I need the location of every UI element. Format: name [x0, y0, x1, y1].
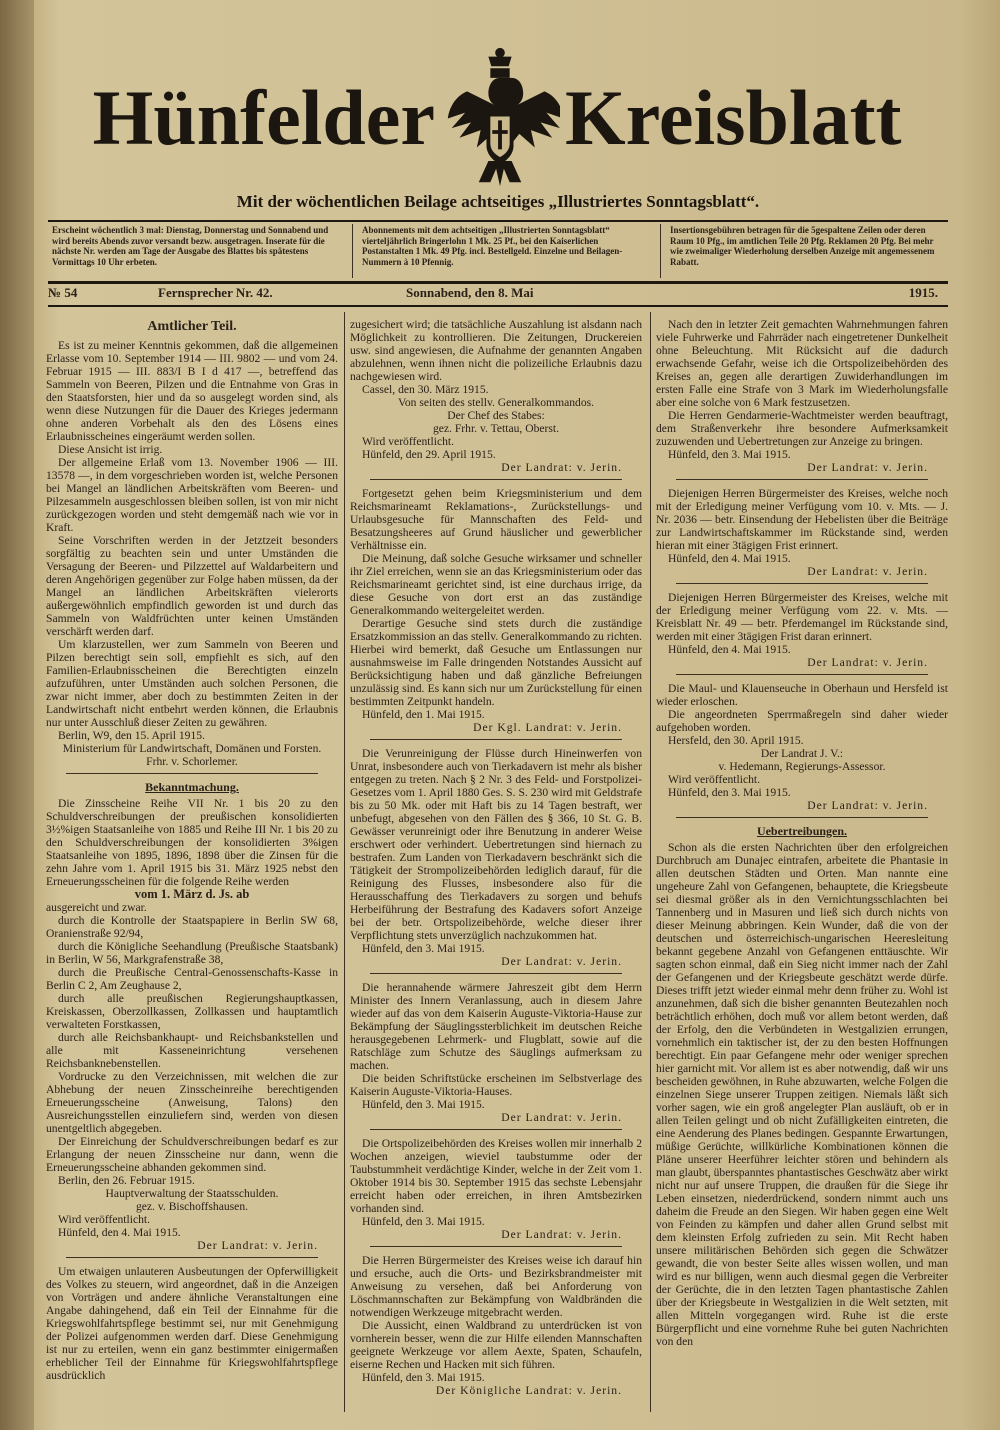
paragraph: durch die Kontrolle der Staatspapiere in Berlin SW 68, Oranienstraße 92/94, [46, 914, 338, 940]
column-2 [350, 318, 642, 1397]
divider [660, 224, 661, 278]
signature-line: Der Landrat: v. Jerin. [807, 799, 928, 812]
paragraph: Diejenigen Herren Bürgermeister des Kreises, welche noch mit der Erledigung meiner Verfügung vom 10. v. Mts. — J. Nr. 2036 — betr. Einsendung der Hebelisten über die Beiträge zur Landwirtschaftskammer im Rückstande sind, werden hieran mit einer 3tägigen Frist erinnert. [656, 487, 948, 552]
centered-line: Frhr. v. Schorlemer. [146, 755, 238, 768]
paragraph: Wird veröffentlicht. [668, 773, 761, 786]
signature-line: Der Landrat: v. Jerin. [501, 461, 622, 474]
signature-line: Der Kgl. Landrat: v. Jerin. [473, 721, 622, 734]
divider [48, 220, 948, 222]
section-heading: Bekanntmachung. [145, 780, 239, 794]
divider [66, 1257, 318, 1258]
section-heading: Amtlicher Teil. [147, 319, 237, 334]
paragraph: Nach den in letzter Zeit gemachten Wahrnehmungen fahren viele Fuhrwerke und Fahrräder nach eingetretener Dunkelheit ohne Beleuchtung. Mit Rücksicht auf die dadurch erwachsende Gefahr, weise ich die Ortspolizeibehörden des Kreises an, gegen alle derartigen Zuwiderhandlungen im ersten Falle eine Strafe von 3 Mark im Wiederholungsfalle aber eine solche von 6 Mark festzusetzen. [656, 318, 948, 409]
divider [370, 1246, 622, 1247]
paragraph: Die Herren Bürgermeister des Kreises weise ich darauf hin und ersuche, auch die Orts- und Bezirksbrandmeister mit Anweisung zu versehen, daß bei Anforderung von Löschmannschaften zur Bekämpfung von Waldbränden die notwendigen Werkzeuge mitgebracht werden. [350, 1254, 642, 1319]
paragraph: Hersfeld, den 30. April 1915. [668, 734, 804, 747]
centered-line: Von seiten des stellv. Generalkommandos. [397, 396, 595, 409]
divider [370, 1129, 622, 1130]
paragraph: durch die Preußische Central-Genossenschafts-Kasse in Berlin C 2, Am Zeughause 2, [46, 966, 338, 992]
signature-line: Der Landrat: v. Jerin. [501, 1228, 622, 1241]
paragraph: Die beiden Schriftstücke erscheinen im Selbstverlage des Kaiserin Auguste-Viktoria-Hauses. [350, 1072, 642, 1098]
paragraph: Hünfeld, den 3. Mai 1915. [362, 1098, 485, 1111]
paragraph: Die Zinsscheine Reihe VII Nr. 1 bis 20 zu den Schuldverschreibungen der preußischen konsolidierten 3½%igen Staatsanleihe von 1885 und Reihe III Nr. 1 bis 20 zu den Schuldverschreibungen der konsolidierten 3%igen Staatsanleihe von 1895, 1896, 1898 über die Zinsen für die zehn Jahre vom 1. April 1915 bis 31. März 1925 nebst den Erneuerungsscheinen für die folgende Reihe werden [46, 797, 338, 888]
paragraph: Berlin, W9, den 15. April 1915. [58, 729, 205, 742]
paragraph: Die Aussicht, einen Waldbrand zu unterdrücken ist von vornherein besser, wenn die zur Hilfe eilenden Mannschaften geeignete Werkzeuge vor allem Aexte, Spaten, Schaufeln, eiserne Rechen und Hacken mit sich führen. [350, 1319, 642, 1371]
centered-line: Ministerium für Landwirtschaft, Domänen und Forsten. [62, 742, 322, 755]
column-1 [46, 318, 338, 1382]
divider [676, 479, 928, 480]
centered-line: vom 1. März d. Js. ab [134, 887, 250, 901]
subscription-price-info: Abonnements mit dem achtseitigen „Illustrierten Sonntagsblatt“ vierteljährlich Bringerlohn 1 Mk. 25 Pf., bei den Kaiserlichen Postanstalten 1 Mk. 49 Pfg. incl. Bestellgeld. Einzelne und Beilagen-Nummern à 10 Pfennig. [362, 225, 623, 267]
paragraph: Die angeordneten Sperrmaßregeln sind daher wieder aufgehoben worden. [656, 708, 948, 734]
signature-line: Der Landrat: v. Jerin. [501, 955, 622, 968]
paragraph: Hünfeld, den 4. Mai 1915. [58, 1226, 181, 1239]
paragraph: Cassel, den 30. März 1915. [362, 383, 489, 396]
paragraph: Schon als die ersten Nachrichten über den erfolgreichen Durchbruch am Dunajec eintrafen, arbeitete die Phantasie in allen deutschen Städten und Orten. Man nannte eine ungeheure Zahl von Gefangenen, behauptete, die Kriegsbeute sei diesmal größer als in den Vernichtungsschlachten bei Tannenberg und in Masuren und ließ sich durch nichts von dieser Meinung abbringen. Kein Wunder, daß die von der deutschen und österreichisch-ungarischen Heeresleitung bekannt gegebene Anzahl von Gefangenen enttäuschte. Wir sagten schon einmal, daß ein Sieg nicht immer nach der Zahl der Gefangenen und der Kriegsbeute geschätzt werde dürfe. Dieses trifft jetzt wieder einmal mehr denn früher zu. Wohl ist anzunehmen, daß sich die bisher genannten Beutezahlen noch beträchtlich erhöhen, doch muß vor allem betont werden, daß der Erfolg, den die Verbündeten in Westgalizien errungen, vornehmlich ein taktischer ist, der zu den besten Hoffnungen berechtigt. Ein paar Gefangene mehr oder weniger sprechen hier garnicht mit. Vor allem ist es aber notwendig, daß wir uns bescheiden gewöhnen, in Ruhe abzuwarten, welche Folgen die einzelnen Siege unserer Truppen zeitigen. Niemals läßt sich vorher sagen, wie ein groß angelegter Plan ausläuft, ob er in allen Teilen gelingt und ob nicht Zufälligkeiten eintreten, die eine Aenderung des Planes bedingen. Gespannte Erwartungen, müßige Gerüchte, willkürliche Kombinationen können die Pläne unserer Heerführer leichter stören und behindern als man glaubt, überspanntes phantastisches Geschwätz aber wirkt nicht nur auf unsere Truppen, die draußen für die Siege ihr Leben einsetzen, niederdrückend, sondern nimmt auch uns daheim die Freude an den Siegen. Wir haben gegen eine Welt von Feinden zu kämpfen und daher allen Grund selbst mit dem kleinsten Erfolg zufrieden zu sein. Mit Recht haben unsere militärischen Behörden sich gegen die Schwätzer gewandt, die von bester Seite alles wissen wollen, und man wird es nur billigen, wenn auch diesmal gegen die Verbreiter der Gerüchte, die in den letzten Tagen phantastische Zahlen über der Kriegsbeute in Westgalizien in die Welt setzten, mit allen Mitteln vorgegangen wird. Ruhe ist die erste Bürgerpflicht und eine vornehme Ruhe bei guten Nachrichten von den [656, 841, 949, 1348]
paragraph: durch alle Reichsbankhaupt- und Reichsbankstellen und alle mit Kasseneinrichtung versehenen Reichsbanknebenstellen. [46, 1031, 338, 1070]
imperial-eagle-icon [440, 45, 560, 190]
centered-line: Der Landrat J. V.: [760, 747, 844, 760]
section-heading: Uebertreibungen. [756, 824, 848, 838]
paragraph: Vordrucke zu den Verzeichnissen, mit welchen die zur Abhebung der neuen Zinsscheinreihe berechtigenden Erneuerungsscheine (Anweisung, Talons) den Ausreichungsstellen einzuliefern sind, werden von diesen unentgeltlich abgegeben. [46, 1070, 338, 1135]
paragraph: Hünfeld, den 1. Mai 1915. [362, 708, 485, 721]
paragraph: Hünfeld, den 4. Mai 1915. [668, 643, 791, 656]
paragraph: Die Ortspolizeibehörden des Kreises wollen mir innerhalb 2 Wochen anzeigen, wieviel taubstumme oder der Taubstummheit verdächtige Kinder, welche in der Zeit vom 1. Oktober 1914 bis 30. September 1915 das sechste Lebensjahr erreicht haben oder erreichen, in ihren Amtsbezirken vorhanden sind. [350, 1137, 642, 1215]
divider [676, 583, 928, 584]
paragraph: zugesichert wird; die tatsächliche Auszahlung ist alsdann nach Möglichkeit zu kontrollieren. Die Zeitungen, Druckereien usw. sind angewiesen, die Aufnahme der genannten Angaben abzulehnen, wenn ihnen nicht die polizeiliche Erlaubnis dazu nachgewiesen wird. [350, 318, 642, 383]
paragraph: Um klarzustellen, wer zum Sammeln von Beeren und Pilzen berechtigt sein soll, empfiehlt es sich, auf den Familien-Erlaubnisscheinen die Berechtigten einzeln aufzuführen, unter Umständen auch solchen Personen, die zwar nicht immer, aber doch zu bestimmten Zeiten in der Landwirtschaft nicht entbehrt werden können, die Erlaubnis nur unter Ausschluß dieser Zeiten zu gewähren. [46, 638, 338, 729]
divider [48, 305, 948, 307]
divider [676, 674, 928, 675]
paragraph: Die Herren Gendarmerie-Wachtmeister werden beauftragt, dem Straßenverkehr ihre besondere Aufmerksamkeit zuzuwenden und Uebertretungen zur Anzeige zu bringen. [656, 409, 948, 448]
divider [370, 739, 622, 740]
paragraph: durch die Königliche Seehandlung (Preußische Staatsbank) in Berlin, W 56, Markgrafenstraße 38, [46, 940, 338, 966]
paragraph: Berlin, den 26. Februar 1915. [58, 1174, 195, 1187]
paragraph: durch alle preußischen Regierungshauptkassen, Kreiskassen, Oberzollkassen, Zollkassen und hauptamtlich verwalteten Forstkassen, [46, 992, 338, 1031]
divider [66, 773, 318, 774]
paragraph: Hünfeld, den 3. Mai 1915. [668, 786, 791, 799]
paragraph: Hünfeld, den 29. April 1915. [362, 448, 496, 461]
issue-number: № 54 [48, 285, 78, 300]
paragraph: Fortgesetzt gehen beim Kriegsministerium und dem Reichsmarineamt Reklamations-, Zurückstellungs- und Urlaubsgesuche für Mannschaften des Feld- und Besatzungsheeres auf Grund häuslicher und gewerblicher Verhältnisse ein. [350, 487, 642, 552]
paragraph: ausgereicht und zwar. [46, 901, 147, 914]
column-divider [344, 312, 345, 1412]
divider [370, 479, 622, 480]
paragraph: Die herannahende wärmere Jahreszeit gibt dem Herrn Minister des Innern Veranlassung, auch in diesem Jahre wieder auf das von dem Kaiserin Auguste-Viktoria-Hause zur Bekämpfung der Säuglingssterblichkeit im deutschen Reiche herausgegebenen Lehrmerk- und Flugblatt, sowie auf die Ratschläge zum Schutze des Säuglings aufmerksam zu machen. [350, 981, 642, 1072]
issue-year: 1915. [908, 285, 938, 300]
centered-line: gez. v. Bischoffshausen. [135, 1200, 249, 1213]
centered-line: gez. Frhr. v. Tettau, Oberst. [432, 422, 560, 435]
centered-line: Hauptverwaltung der Staatsschulden. [105, 1187, 279, 1200]
masthead-title-right: Kreisblatt [565, 73, 902, 161]
paragraph: Diese Ansicht ist irrig. [58, 443, 163, 456]
signature-line: Der Landrat: v. Jerin. [807, 565, 928, 578]
divider [352, 224, 353, 278]
paragraph: Die Maul- und Klauenseuche in Oberhaun und Hersfeld ist wieder erloschen. [656, 682, 948, 708]
paragraph: Um etwaigen unlauteren Ausbeutungen der Opferwilligkeit des Volkes zu steuern, wird angeordnet, daß in die Anzeigen von Vorträgen und andere ähnliche Veranstaltungen eine Angabe dahingehend, daß ein Teil der Einnahme für die Kriegswohlfahrtspflege bestimmt sei, nur mit Genehmigung der Polizei aufgenommen werden darf. Diese Genehmigung ist nur zu erteilen, wenn ein ganz bestimmter einigermaßen erheblicher Teil der Einnahme für Kriegswohlfahrtspflege ausdrücklich [46, 1265, 338, 1382]
paragraph: Hünfeld, den 3. Mai 1915. [362, 1215, 485, 1228]
paragraph: Die Verunreinigung der Flüsse durch Hineinwerfen von Unrat, insbesondere auch von Tierkadavern ist mehr als bisher entgegen zu treten. Nach § 2 Nr. 3 des Feld- und Forstpolizei-Gesetzes vom 1. April 1880 Ges. S. S. 230 wird mit Geldstrafe bis zu 50 Mk. oder mit Haft bis zu 14 Tagen bestraft, wer unbefugt, abgesehen von den Fällen des § 366, 10 St. G. B. Gewässer verunreinigt oder ihre Benutzung in anderer Weise erschwert oder verhindert. Uebertretungen sind hiernach zu bestrafen. Zum Landen von Tierkadavern beschränkt sich die Tätigkeit der Strompolizeibehörden lediglich darauf, für die Reinigung des Flusses, insbesondere also für die Herausschaffung des Tierkadavers zu sorgen und behufs Herbeiführung der Bestrafung des Kadavers sofort Anzeige bei der betr. Ortspolizeibehörde, welche dieser ihrer Verpflichtung stets unverzüglich nachzukommen hat. [350, 747, 642, 942]
paragraph: Hünfeld, den 3. Mai 1915. [362, 1371, 485, 1384]
signature-line: Der Landrat: v. Jerin. [807, 461, 928, 474]
adjacent-page-edge [0, 0, 34, 1430]
column-3 [656, 318, 948, 1348]
paragraph: Die Meinung, daß solche Gesuche wirksamer und schneller ihr Ziel erreichen, wenn sie an das Kriegsministerium oder das Reichsmarineamt gerichtet sind, ist eine durchaus irrige, da diese Gesuche von dort erst an das zuständige Generalkommando weitergeleitet werden. [350, 552, 642, 617]
paragraph: Derartige Gesuche sind stets durch die zuständige Ersatzkommission an das stellv. Generalkommando zu richten. Hierbei wird bemerkt, daß Gesuche um Entlassungen nur ausnahmsweise im Falle dringenden Notstandes Aussicht auf Berücksichtigung haben und daß gänzliche Befreiungen unzulässig sind. Es kann sich nur um Zurückstellung für einen bestimmten Zeitpunkt handeln. [350, 617, 642, 708]
paragraph: Wird veröffentlicht. [362, 435, 455, 448]
paragraph: Hünfeld, den 3. Mai 1915. [362, 942, 485, 955]
signature-line: Der Landrat: v. Jerin. [501, 1111, 622, 1124]
paragraph: Seine Vorschriften werden in der Jetztzeit besonders sorgfältig zu beachten sein und unter Umständen die Versagung der Beeren- und Pilzzettel auf Waldarbeitern und deren Angehörigen gegenüber zur Folge haben müssen, da der Mangel an ländlichen Arbeitskräften vielerorts außergewöhnlich empfindlich geworden ist und durch das Sammeln von Waldfrüchten unter keinen Umständen verschärft werden darf. [46, 534, 338, 638]
publication-schedule-info: Erscheint wöchentlich 3 mal: Dienstag, Donnerstag und Sonnabend und wird bereits Abends zuvor versandt bezw. ausgetragen. Inserate für die nächste Nr. werden am Tage der Ausgabe des Blattes bis spätestens Vormittags 10 Uhr erbeten. [52, 225, 329, 267]
divider [370, 973, 622, 974]
paragraph: Es ist zu meiner Kenntnis gekommen, daß die allgemeinen Erlasse vom 10. September 1914 — III. 9802 — und vom 24. Februar 1915 — III. 883/I B I d 417 —, betreffend das Sammeln von Beeren, Pilzen und die Entnahme von Gras in den Staatsforsten, hier und da so ausgelegt worden sind, als wenn diese Nutzungen für die Dauer des Krieges jedermann ohne anderen Vorbehalt als den des Lösens eines Erlaubnisscheines eingeräumt werden sollen. [46, 339, 338, 443]
paragraph: Der allgemeine Erlaß vom 13. November 1906 — III. 13578 —, in dem vorgeschrieben worden ist, welche Personen bei Mangel an ländlichen Arbeitskräften vom Beeren- und Pilzesammeln ausgeschlossen bleiben sollen, ist von mir nicht zurückgezogen worden und steht demgemäß nach wie vor in Kraft. [46, 456, 338, 534]
centered-line: v. Hedemann, Regierungs-Assessor. [718, 760, 886, 773]
paragraph: Hünfeld, den 3. Mai 1915. [668, 448, 791, 461]
paragraph: Diejenigen Herren Bürgermeister des Kreises, welche mit der Erledigung meiner Verfügung vom 22. v. Mts. — Kreisblatt Nr. 49 — betr. Pferdemangel im Rückstande sind, werden mit einer 3tägigen Frist daran erinnert. [656, 591, 948, 643]
paragraph: Hünfeld, den 4. Mai 1915. [668, 552, 791, 565]
masthead [50, 45, 950, 190]
signature-line: Der Königliche Landrat: v. Jerin. [435, 1384, 622, 1397]
column-divider [650, 312, 651, 1412]
divider [48, 281, 948, 284]
signature-line: Der Landrat: v. Jerin. [197, 1239, 318, 1252]
masthead-title-left: Hünfelder [92, 73, 435, 161]
issue-date: Sonnabend, den 8. Mai [406, 285, 534, 300]
telephone-number: Fernsprecher Nr. 42. [158, 285, 273, 300]
signature-line: Der Landrat: v. Jerin. [807, 656, 928, 669]
paragraph: Der Einreichung der Schuldverschreibungen bedarf es zur Erlangung der neuen Zinsscheine nur dann, wenn die Erneuerungsscheine abhanden gekommen sind. [46, 1135, 338, 1174]
dateline [48, 285, 948, 303]
masthead-subtitle: Mit der wöchentlichen Beilage achtseitiges „Illustriertes Sonntagsblatt“. [236, 192, 760, 211]
centered-line: Der Chef des Stabes: [447, 409, 545, 422]
paragraph: Wird veröffentlicht. [58, 1213, 151, 1226]
advertising-rates-info: Insertionsgebühren betragen für die 5gespaltene Zeilen oder deren Raum 10 Pfg., im amtlichen Teile 20 Pfg. Reklamen 20 Pfg. Bei mehr wie zweimaliger Wiederholung derselben Anzeige mit angemessenem Rabatt. [670, 225, 935, 267]
divider [676, 817, 928, 818]
